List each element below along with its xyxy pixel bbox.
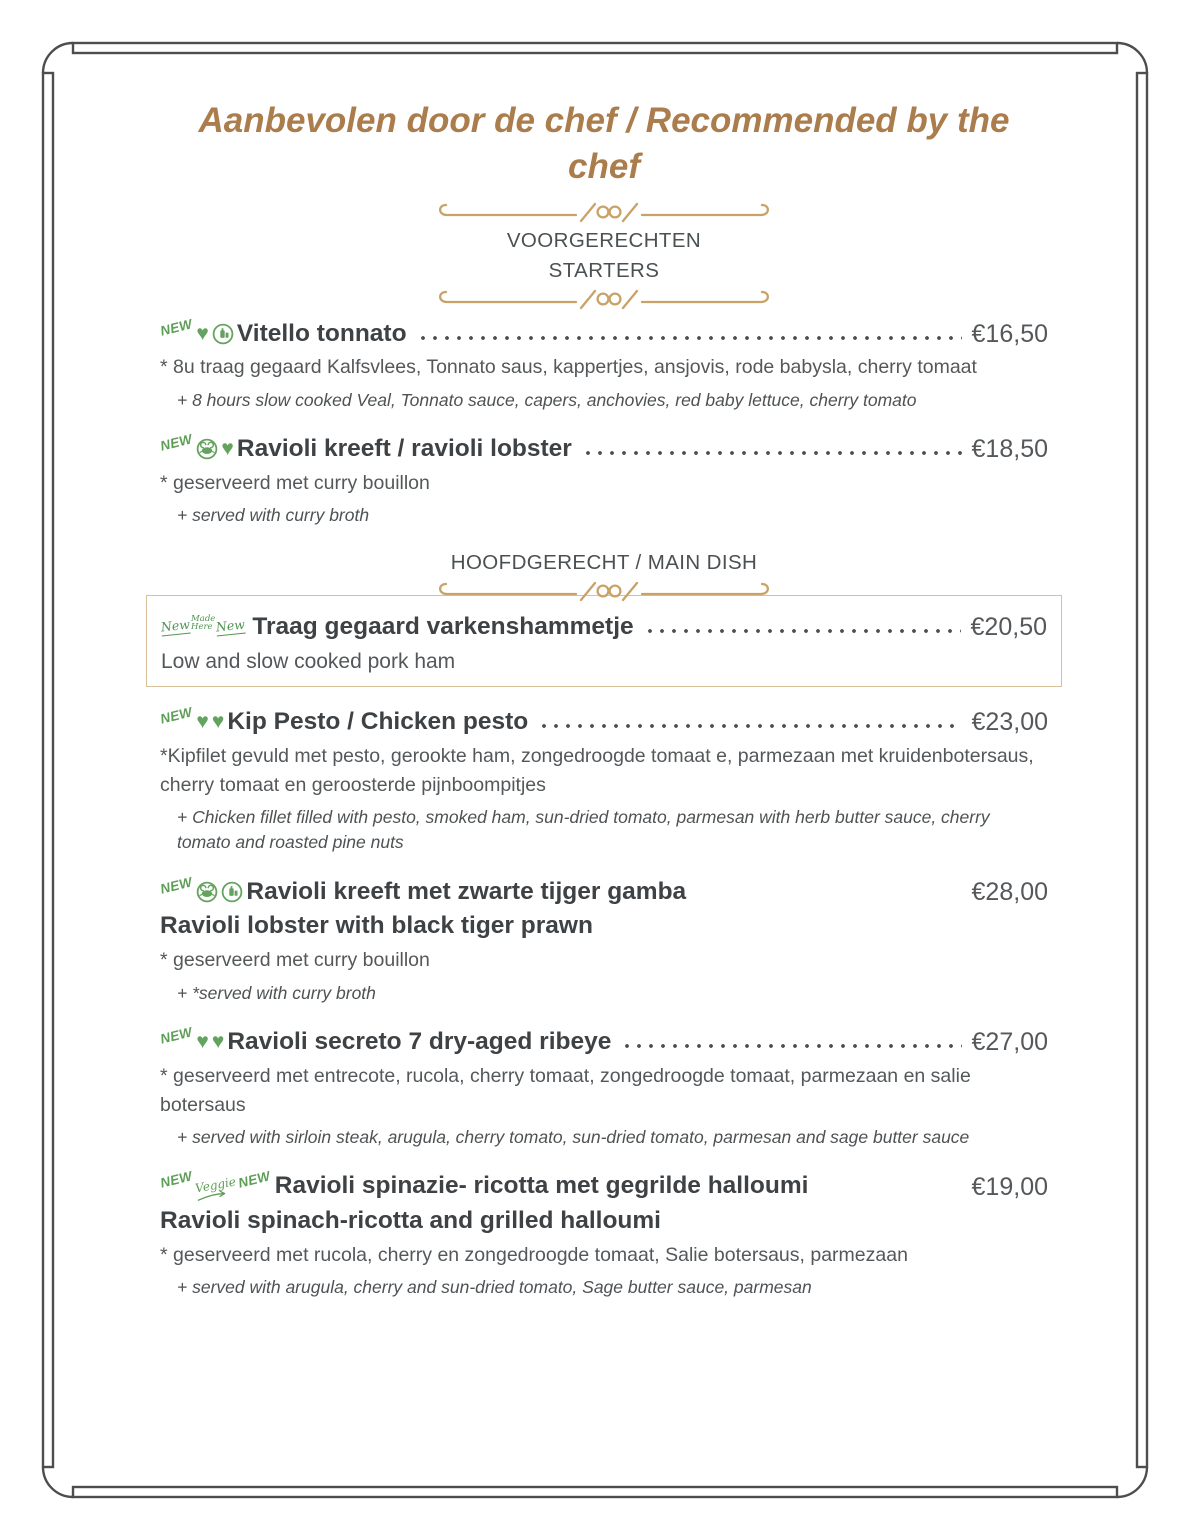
divider-ornament-icon bbox=[434, 579, 774, 605]
dish-name: Ravioli kreeft / ravioli lobster bbox=[236, 435, 572, 462]
item-title-row bbox=[158, 431, 1048, 465]
new-badge: NEW bbox=[237, 1168, 273, 1191]
dish-name-en: Ravioli lobster with black tiger prawn bbox=[160, 912, 593, 940]
dish-description-en: + served with arugula, cherry and sun-dried tomato, Sage butter sauce, parmesan bbox=[177, 1277, 812, 1298]
dish-name: Traag gegaard varkenshammetje bbox=[252, 612, 634, 640]
item-title-row bbox=[158, 315, 1048, 350]
heart-icon: ♥ bbox=[221, 436, 234, 460]
dish-description-nl: * 8u traag gegaard Kalfsvlees, Tonnato saus, kappertjes, ansjovis, rode babysla, cherry tomaat bbox=[160, 356, 977, 379]
dish-description-nl: * geserveerd met rucola, cherry en zongedroogde tomaat, Salie botersaus, parmezaan bbox=[160, 1243, 908, 1266]
dish-price: €20,50 bbox=[970, 613, 1047, 642]
dish-description-en: + 8 hours slow cooked Veal, Tonnato sauce, capers, anchovies, red baby lettuce, cherry tomato bbox=[177, 389, 917, 410]
dots-leader bbox=[582, 450, 962, 456]
item-title-row bbox=[158, 1024, 1048, 1058]
bottle-icon bbox=[221, 881, 243, 903]
made-here-badge bbox=[160, 613, 246, 636]
section-title-nl: VOORGERECHTEN bbox=[506, 229, 702, 253]
dish-name: Ravioli spinazie- ricotta met gegrilde halloumi bbox=[274, 1172, 809, 1200]
menu-item-ravioli-spinazie bbox=[158, 1168, 1048, 1300]
here-label: Here bbox=[191, 622, 213, 633]
dish-price: €27,00 bbox=[971, 1028, 1048, 1057]
spacer bbox=[696, 893, 961, 899]
new-badge: NEW bbox=[158, 873, 194, 897]
divider-ornament-icon bbox=[434, 200, 774, 226]
dots-leader bbox=[417, 335, 962, 341]
dish-description-nl: * geserveerd met entrecote, rucola, cherry tomaat, zongedroogde tomaat, parmezaan en salie botersaus bbox=[160, 1064, 971, 1116]
dish-price: €19,00 bbox=[971, 1172, 1048, 1201]
dish-description-nl: * geserveerd met curry bouillon bbox=[160, 471, 430, 494]
bottle-icon bbox=[212, 323, 234, 345]
dish-name: Ravioli kreeft met zwarte tijger gamba bbox=[246, 877, 687, 905]
dish-name: Ravioli secreto 7 dry-aged ribeye bbox=[227, 1027, 612, 1055]
new-badge: NEW bbox=[158, 704, 194, 727]
new-badge: NEW bbox=[158, 1168, 194, 1191]
menu-item-ravioli-secreto bbox=[158, 1024, 1048, 1151]
crab-icon bbox=[196, 881, 218, 903]
dots-leader bbox=[621, 1043, 961, 1049]
heart-icon: ♥ bbox=[196, 709, 209, 733]
made-label: Made bbox=[191, 613, 216, 624]
item-title-row bbox=[158, 1168, 1048, 1202]
dish-description-en: + served with curry broth bbox=[177, 504, 370, 525]
dish-description-nl: * geserveerd met curry bouillon bbox=[160, 949, 430, 972]
dish-price: €23,00 bbox=[971, 708, 1048, 737]
section-title-en: STARTERS bbox=[548, 259, 660, 283]
dish-name-en: Ravioli spinach-ricotta and grilled halloumi bbox=[160, 1207, 661, 1235]
dish-description-en: + *served with curry broth bbox=[177, 982, 376, 1003]
heart-icon: ♥ bbox=[196, 1029, 209, 1053]
dish-name: Vitello tonnato bbox=[236, 319, 407, 347]
dish-name: Kip Pesto / Chicken pesto bbox=[227, 707, 529, 735]
divider-ornament-icon bbox=[434, 287, 774, 313]
dots-leader bbox=[538, 723, 961, 729]
new-badge: NEW bbox=[158, 315, 194, 339]
new-script-badge: New bbox=[160, 616, 191, 635]
menu-item-ravioli-kreeft bbox=[158, 431, 1048, 528]
veggie-label: Veggie bbox=[194, 1174, 238, 1196]
item-title-row bbox=[158, 704, 1048, 738]
spacer bbox=[818, 1188, 961, 1194]
dish-description-en: + Chicken fillet filled with pesto, smoked ham, sun-dried tomato, parmesan with herb butter sauce, cherry tomato and roasted pine nuts bbox=[177, 807, 990, 853]
menu-item-varkenshammetje bbox=[146, 595, 1062, 687]
dish-price: €18,50 bbox=[971, 435, 1048, 464]
new-script-badge: New bbox=[215, 616, 246, 635]
made-here-label bbox=[191, 615, 215, 632]
dots-leader bbox=[644, 628, 961, 634]
dish-description-en: Low and slow cooked pork ham bbox=[161, 649, 456, 673]
crab-icon bbox=[196, 438, 218, 460]
heart-icon: ♥ bbox=[211, 1029, 225, 1053]
section-title: HOOFDGERECHT / MAIN DISH bbox=[450, 551, 758, 575]
dish-price: €16,50 bbox=[971, 320, 1048, 349]
heart-icon: ♥ bbox=[196, 321, 209, 345]
dish-description-nl: *Kipfilet gevuld met pesto, gerookte ham, zongedroogde tomaat e, parmezaan met kruidenbotersaus, cherry tomaat en geroosterde pijnboompitjes bbox=[160, 744, 1034, 796]
new-badge: NEW bbox=[158, 1024, 194, 1047]
item-title-row bbox=[158, 873, 1048, 908]
menu-item-ravioli-gamba bbox=[158, 873, 1048, 1006]
veggie-badge bbox=[195, 1174, 238, 1195]
new-badge: NEW bbox=[158, 431, 194, 454]
dish-description-en: + served with sirloin steak, arugula, cherry tomato, sun-dried tomato, parmesan and sage butter sauce bbox=[177, 1127, 970, 1148]
dish-price: €28,00 bbox=[971, 878, 1048, 907]
item-title-row bbox=[161, 612, 1047, 643]
page-title: Aanbevolen door de chef / Recommended by the chef bbox=[198, 101, 1010, 187]
menu-item-kip-pesto bbox=[158, 704, 1048, 856]
section-heading-starters bbox=[160, 200, 1048, 312]
heart-icon: ♥ bbox=[211, 709, 225, 733]
menu-item-vitello-tonnato bbox=[158, 315, 1048, 413]
